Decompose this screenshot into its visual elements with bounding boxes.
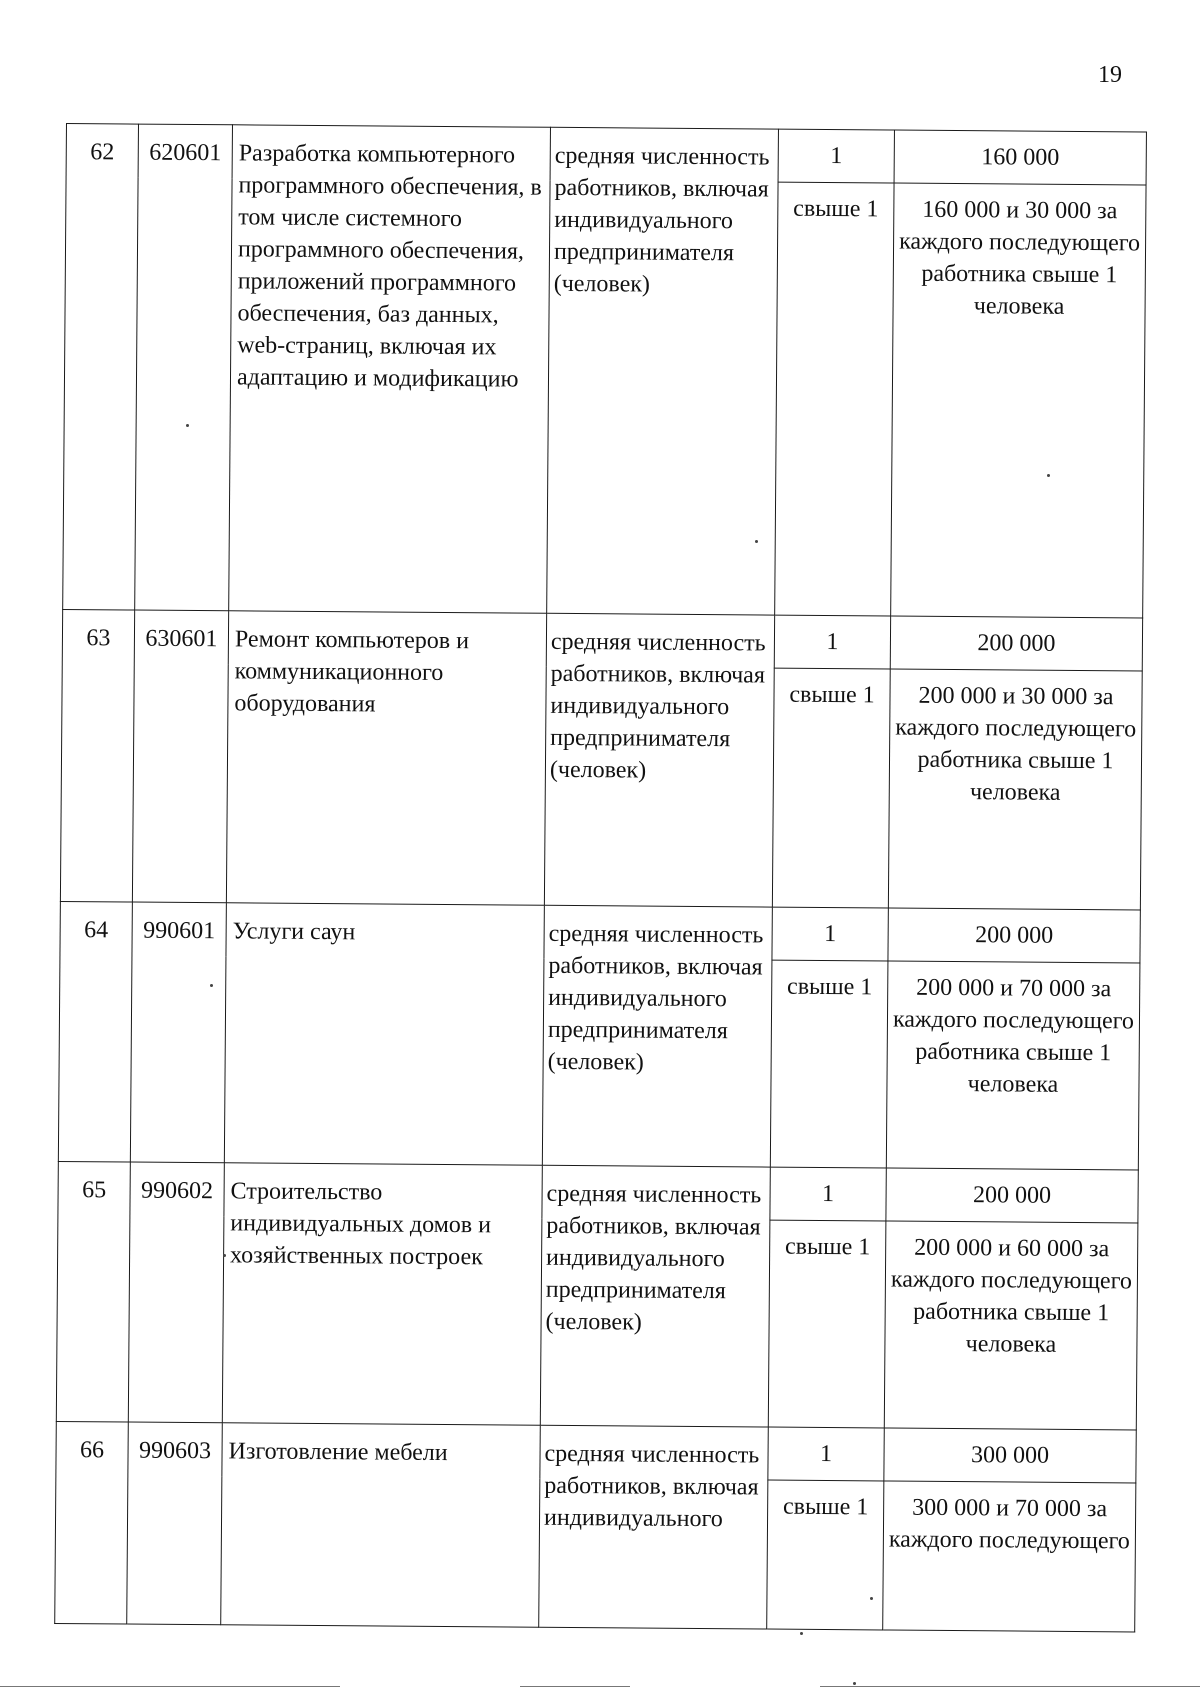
amount-over: 200 000 и 30 000 за каждого последующего работника свыше 1 человека <box>888 669 1142 910</box>
scan-speck <box>853 1682 856 1685</box>
table-row <box>62 609 1142 670</box>
table-row <box>60 901 1140 962</box>
activity-code: 630601 <box>132 610 228 903</box>
amount-over: 200 000 и 60 000 за каждого последующего работника свыше 1 человека <box>884 1221 1138 1430</box>
qty-over: свыше 1 <box>770 960 888 1168</box>
activity-code: 990603 <box>127 1422 223 1625</box>
physical-indicator: средняя численность работников, включая индивидуального предпринимателя (человек) <box>542 905 772 1167</box>
scan-edge-line <box>820 1686 1200 1687</box>
qty-single: 1 <box>774 615 890 669</box>
table-row <box>56 1421 1136 1482</box>
amount-over: 160 000 и 30 000 за каждого последующего работника свыше 1 человека <box>891 183 1146 618</box>
activity-code: 990601 <box>130 902 226 1163</box>
amount-single: 200 000 <box>888 908 1140 963</box>
qty-single: 1 <box>770 1167 886 1221</box>
scan-speck <box>186 424 189 427</box>
qty-over: свыше 1 <box>772 668 890 908</box>
page-number: 19 <box>1098 62 1122 88</box>
qty-over: свыше 1 <box>767 1480 884 1630</box>
row-number: 65 <box>56 1161 130 1422</box>
physical-indicator: средняя численность работников, включая индивидуального <box>539 1425 769 1629</box>
table-row <box>66 124 1146 185</box>
qty-over: свыше 1 <box>768 1220 886 1428</box>
row-number: 63 <box>60 609 134 902</box>
activity-code: 620601 <box>135 124 233 611</box>
activity-name: Ремонт компьютеров и коммуникационного оборудования <box>226 611 546 905</box>
qty-single: 1 <box>778 129 894 183</box>
scan-edge-line <box>0 1686 340 1687</box>
document-sheet <box>54 123 1146 1632</box>
amount-over: 300 000 и 70 000 за каждого последующего <box>883 1481 1136 1632</box>
activity-name: Строительство индивидуальных домов и хозяйственных построек <box>222 1163 542 1425</box>
row-number: 62 <box>63 124 139 611</box>
scan-speck <box>223 1254 226 1257</box>
physical-indicator: средняя численность работников, включая индивидуального предпринимателя (человек) <box>547 127 779 615</box>
amount-single: 300 000 <box>884 1428 1136 1483</box>
scan-speck <box>755 540 758 543</box>
activity-code: 990602 <box>128 1162 224 1423</box>
amount-single: 200 000 <box>890 616 1142 671</box>
scan-speck <box>1047 474 1050 477</box>
activity-name: Услуги саун <box>224 903 544 1165</box>
row-number: 64 <box>58 901 132 1162</box>
table-row <box>58 1161 1138 1222</box>
qty-over: свыше 1 <box>775 182 894 616</box>
qty-single: 1 <box>768 1427 884 1481</box>
row-number: 66 <box>55 1421 129 1624</box>
amount-over: 200 000 и 70 000 за каждого последующего работника свыше 1 человека <box>886 961 1140 1170</box>
scan-speck <box>210 984 213 987</box>
amount-single: 160 000 <box>894 130 1146 185</box>
physical-indicator: средняя численность работников, включая индивидуального предпринимателя (человек) <box>540 1165 770 1427</box>
activity-table <box>54 123 1147 1632</box>
amount-single: 200 000 <box>886 1168 1138 1223</box>
activity-name: Изготовление мебели <box>221 1423 541 1627</box>
physical-indicator: средняя численность работников, включая индивидуального предпринимателя (человек) <box>544 613 774 907</box>
scan-speck <box>800 1632 803 1635</box>
activity-name: Разработка компьютерного программного обеспечения, в том числе системного программного обеспечения, приложений программного обеспечения, баз данных, web-страниц, включая их адаптацию и модификацию <box>229 125 551 613</box>
qty-single: 1 <box>772 907 888 961</box>
scan-speck <box>870 1597 873 1600</box>
scan-edge-line <box>520 1686 630 1687</box>
